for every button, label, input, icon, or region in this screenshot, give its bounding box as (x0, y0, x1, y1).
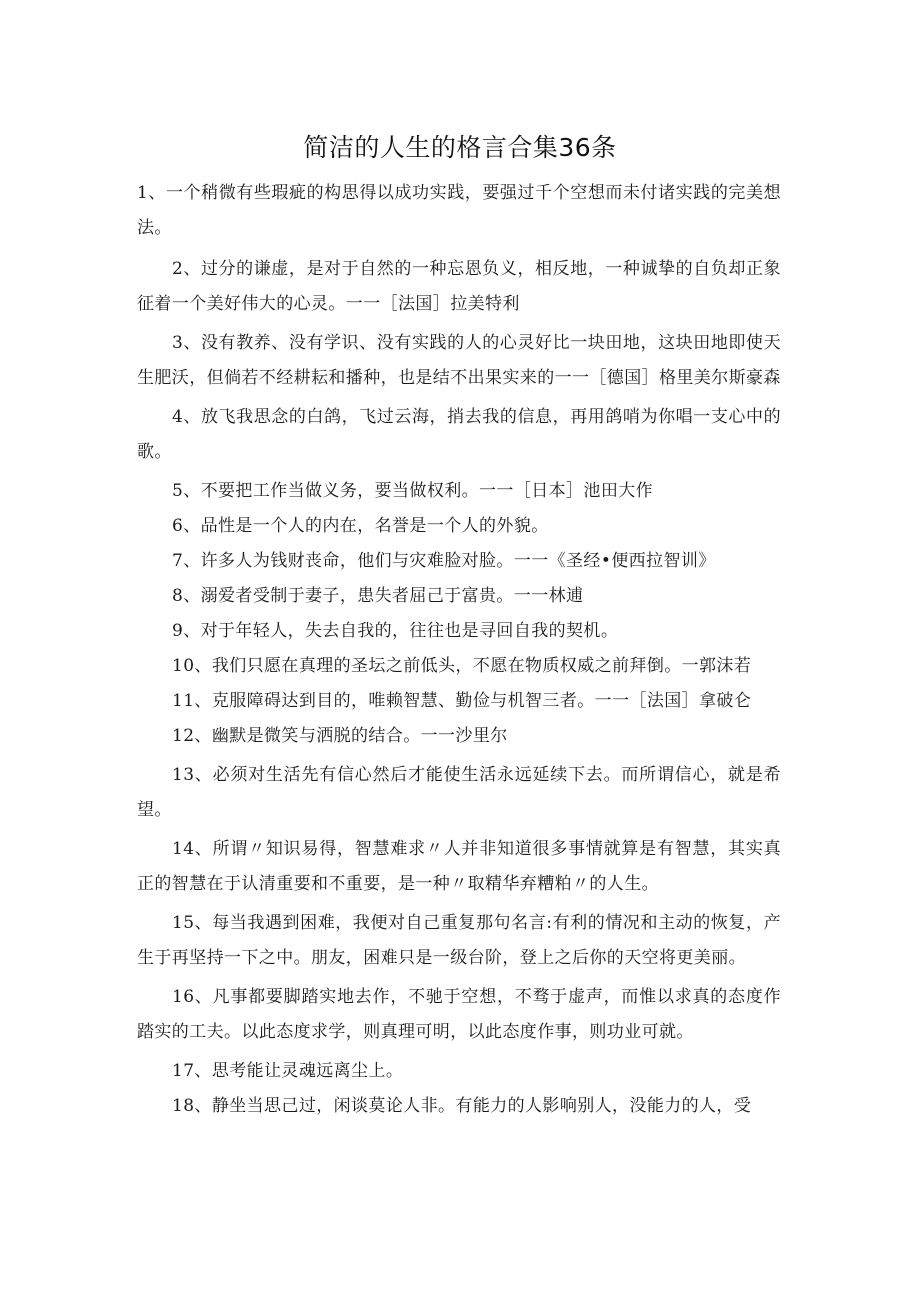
paragraph-18: 18、静坐当思己过，闲谈莫论人非。有能力的人影响别人，没能力的人，受 (172, 1096, 752, 1116)
paragraph-5: 5、不要把工作当做义务，要当做权利。一一［日本］池田大作 (172, 481, 654, 501)
paragraph-3: 3、没有教养、没有学识、没有实践的人的心灵好比一块田地，这块田地即使天生肥沃，但倘若不经耕耘和播种，也是结不出果实来的一一［德国］格里美尔斯豪森 (137, 333, 781, 388)
paragraph-7: 7、许多人为钱财丧命，他们与灾难脸对脸。一一《圣经•便西拉智训》 (172, 551, 716, 571)
paragraph-9: 9、对于年轻人，失去自我的，往往也是寻回自我的契机。 (172, 621, 619, 641)
paragraph-4: 4、放飞我思念的白鸽，飞过云海，捎去我的信息，再用鸽哨为你唱一支心中的歌。 (137, 407, 781, 462)
paragraph-2: 2、过分的谦虚，是对于自然的一种忘恩负义，相反地，一种诚挚的自负却正象征着一个美好伟大的心灵。一一［法国］拉美特利 (137, 259, 781, 314)
paragraph-14: 14、所谓〃知识易得，智慧难求〃人并非知道很多事情就算是有智慧，其实真正的智慧在于认清重要和不重要，是一种〃取精华弃糟粕〃的人生。 (137, 839, 781, 894)
paragraph-1: 1、一个稍微有些瑕疵的构思得以成功实践，要强过千个空想而未付诸实践的完美想法。 (137, 183, 781, 238)
paragraph-6: 6、品性是一个人的内在，名誉是一个人的外貌。 (172, 516, 549, 536)
document-body (137, 176, 781, 1124)
paragraph-16: 16、凡事都要脚踏实地去作，不驰于空想，不骛于虚声，而惟以求真的态度作踏实的工夫。以此态度求学，则真理可明，以此态度作事，则功业可就。 (137, 987, 781, 1042)
paragraph-13: 13、必须对生活先有信心然后才能使生活永远延续下去。而所谓信心，就是希望。 (137, 765, 781, 820)
paragraph-15: 15、每当我遇到困难，我便对自己重复那句名言:有利的情况和主动的恢复，产生于再坚持一下之中。朋友，困难只是一级台阶，登上之后你的天空将更美丽。 (137, 913, 781, 968)
document-title: 简洁的人生的格言合集36条 (303, 133, 617, 162)
paragraph-12: 12、幽默是微笑与洒脱的结合。一一沙里尔 (172, 726, 508, 746)
paragraph-8: 8、溺爱者受制于妻子，患失者屈己于富贵。一一林逋 (172, 586, 584, 606)
paragraph-10: 10、我们只愿在真理的圣坛之前低头，不愿在物质权威之前拜倒。一郭沫若 (172, 656, 752, 676)
paragraph-17: 17、思考能让灵魂远离尘上。 (172, 1061, 404, 1081)
paragraph-11: 11、克服障碍达到目的，唯赖智慧、勤俭与机智三者。一一［法国］拿破仑 (172, 691, 752, 711)
